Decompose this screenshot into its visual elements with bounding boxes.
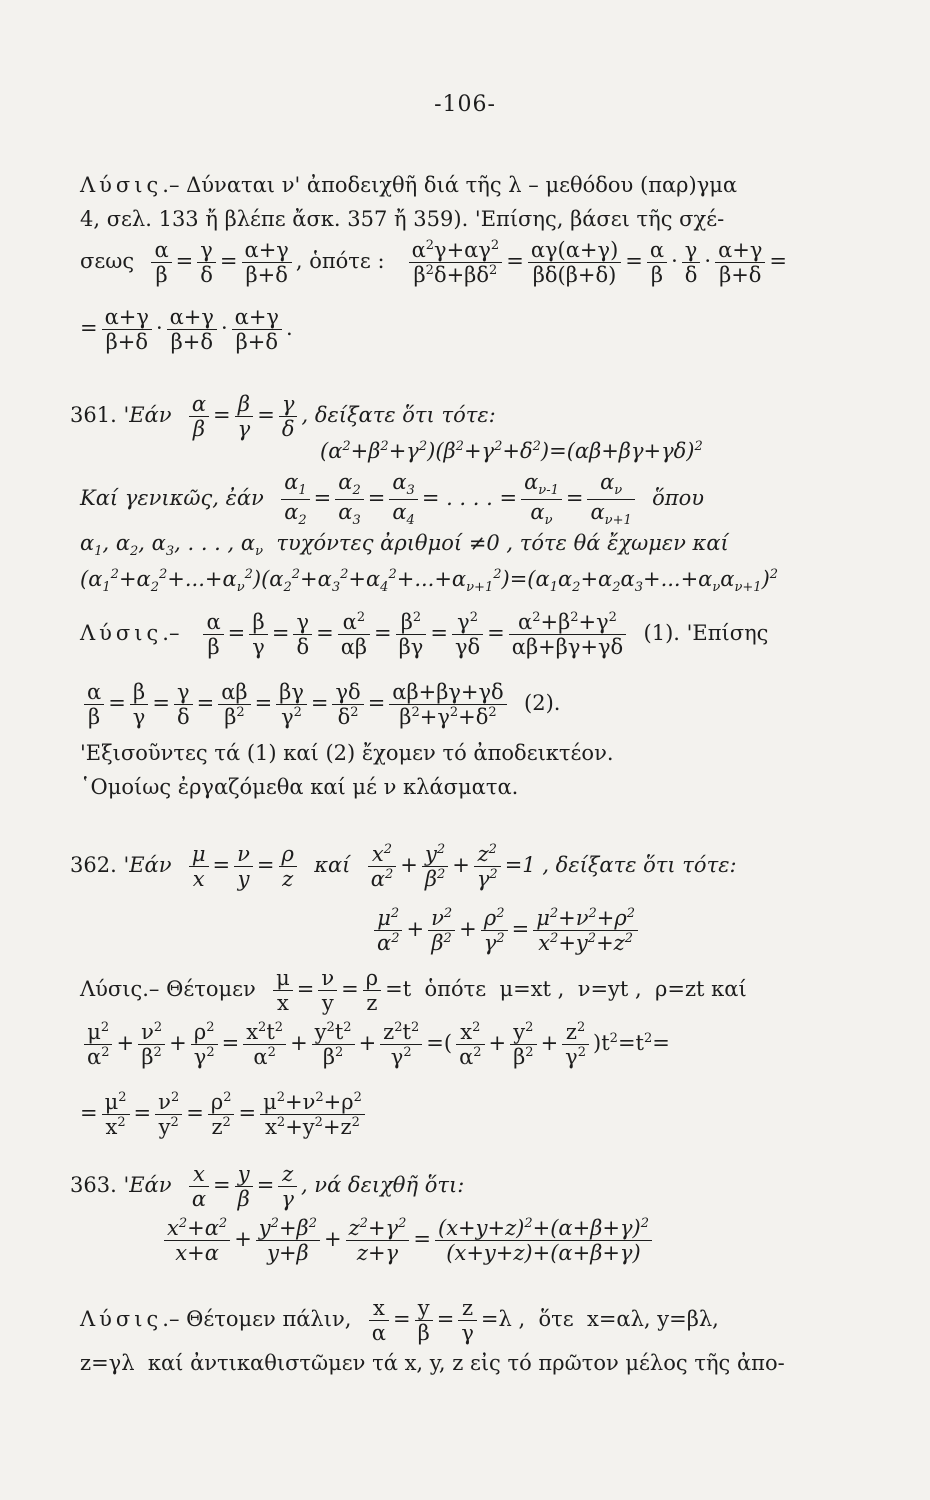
problem-361-general-identity: $(\alpha_1^2+\alpha_2^2+...+\alpha_\nu^2)(\alpha_2^2+\alpha_3^2+\alpha_4^2+...+\alpha_{\nu+1}^2)=(\alpha_1\alpha_2+\alpha_2\alpha_3+...+\alpha_\nu\alpha_{\nu+1})^2$ — [80, 567, 779, 596]
problem-363-identity: $\frac{x^2+\alpha^2}{x+\alpha}$ + $\frac{y^2+\beta^2}{y+\beta}$ + $\frac{z^2+\gamma^2}{z+\gamma}$ = $\frac{(x+y+z)^2+(\alpha+\beta+\gamma)^2}{(x+y+z)+(\alpha+\beta+\gamma)}$ — [160, 1216, 900, 1265]
solution-361-eq-1: Λύσις.– $\frac{\alpha}{\beta}$ = $\frac{\beta}{\gamma}$ = $\frac{\gamma}{\delta}$ = $\frac{\alpha^2}{\alpha\beta}$ = $\frac{\beta^2}{\beta\gamma}$ = $\frac{\gamma^2}{\gamma\delta}$ = $\frac{\alpha^2+\beta^2+\gamma^2}{\alpha\beta+\beta\gamma+\gamma\delta}$ (1). 'Επίσης — [80, 610, 769, 660]
problem-361-general: Καί γενικῶς, ἐάν $\frac{\alpha_1}{\alpha_2}$ = $\frac{\alpha_2}{\alpha_3}$ = $\frac{\alpha_3}{\alpha_4}$ = . . . . = $\frac{\alpha_{\nu-1}}{\alpha_\nu}$ = $\frac{\alpha_\nu}{\alpha_{\nu+1}}$ ὅπου — [80, 470, 704, 529]
problem-361-numbers: $\alpha_1$, $\alpha_2$, $\alpha_3$, . . . , $\alpha_\nu$ τυχόντες ἀριθμοί ≠0 , τότε θά ἔχωμεν καί — [80, 531, 729, 560]
solution-360-line-1: Λύσις.– Δύναται ν' ἀποδειχθῆ διά τῆς λ – μεθόδου (παρ)γμα — [80, 173, 738, 197]
solution-363-line-2: z=γλ καί ἀντικαθιστῶμεν τά x, y, z εἰς τό πρῶτον μέλος τῆς ἀπο- — [80, 1351, 785, 1375]
solution-362-line-1: Λύσις.– Θέτομεν $\frac{\mu}{x}$ = $\frac{\nu}{y}$ = $\frac{\rho}{z}$ =t ὁπότε μ=xt , ν=yt , ρ=zt καί — [80, 966, 747, 1016]
solution-361-conclusion: 'Εξισοῦντες τά (1) καί (2) ἔχομεν τό ἀποδεικτέον. — [80, 741, 614, 765]
solution-363-line-1: Λύσις.– Θέτομεν πάλιν, $\frac{x}{\alpha}$ = $\frac{y}{\beta}$ = $\frac{z}{\gamma}$ =λ , ὅτε x=αλ, y=βλ, — [80, 1296, 719, 1346]
problem-361-identity: $(\alpha^2+\beta^2+\gamma^2)(\beta^2+\gamma^2+\delta^2)=(\alpha\beta+\beta\gamma+\gamma\delta)^2$ — [320, 439, 703, 463]
problem-363-title: 363. 'Εάν $\frac{x}{\alpha}$ = $\frac{y}{\beta}$ = $\frac{z}{\gamma}$ , νά δειχθῆ ὅτι: — [70, 1162, 465, 1212]
problem-362-identity: $\frac{\mu^2}{\alpha^2}$ + $\frac{\nu^2}{\beta^2}$ + $\frac{\rho^2}{\gamma^2}$ = $\frac{\mu^2+\nu^2+\rho^2}{x^2+y^2+z^2}$ — [370, 906, 900, 955]
problem-361-title: 361. 'Εάν $\frac{\alpha}{\beta}$ = $\frac{\beta}{\gamma}$ = $\frac{\gamma}{\delta}$ , δείξατε ὅτι τότε: — [70, 392, 496, 442]
problem-362-title: 362. 'Εάν $\frac{\mu}{x}$ = $\frac{\nu}{y}$ = $\frac{\rho}{z}$ καί $\frac{x^2}{\alpha^2}$ + $\frac{y^2}{\beta^2}$ + $\frac{z^2}{\gamma^2}$ =1 , δείξατε ὅτι τότε: — [70, 842, 737, 892]
solution-362-eq-1: $\frac{\mu^2}{\alpha^2}$ + $\frac{\nu^2}{\beta^2}$ + $\frac{\rho^2}{\gamma^2}$ = $\frac{x^2t^2}{\alpha^2}$ + $\frac{y^2t^2}{\beta^2}$ + $\frac{z^2t^2}{\gamma^2}$ =( $\frac{x^2}{\alpha^2}$ + $\frac{y^2}{\beta^2}$ + $\frac{z^2}{\gamma^2}$ )$t^2=t^2=$ — [80, 1020, 900, 1069]
solution-361-eq-2: $\frac{\alpha}{\beta}$ = $\frac{\beta}{\gamma}$ = $\frac{\gamma}{\delta}$ = $\frac{\alpha\beta}{\beta^2}$ = $\frac{\beta\gamma}{\gamma^2}$ = $\frac{\gamma\delta}{\delta^2}$ = $\frac{\alpha\beta+\beta\gamma+\gamma\delta}{\beta^2+\gamma^2+\delta^2}$ (2). — [80, 680, 900, 729]
solution-360-eq-2: = $\frac{\alpha+\gamma}{\beta+\delta}$ · $\frac{\alpha+\gamma}{\beta+\delta}$ · $\frac{\alpha+\gamma}{\beta+\delta}$ . — [80, 305, 293, 355]
solution-361-note: ῾Ομοίως ἐργαζόμεθα καί μέ ν κλάσματα. — [80, 775, 519, 799]
solution-362-eq-2: = $\frac{\mu^2}{x^2}$ = $\frac{\nu^2}{y^2}$ = $\frac{\rho^2}{z^2}$ = $\frac{\mu^2+\nu^2+\rho^2}{x^2+y^2+z^2}$ — [80, 1090, 900, 1139]
page-number: -106- — [434, 92, 496, 117]
solution-360-line-2: 4, σελ. 133 ἤ βλέπε ἄσκ. 357 ἤ 359). 'Επίσης, βάσει τῆς σχέ- — [80, 207, 725, 231]
solution-360-eq-1: σεως $\frac{\alpha}{\beta}$ = $\frac{\gamma}{\delta}$ = $\frac{\alpha+\gamma}{\beta+\delta}$ , ὁπότε : $\frac{\alpha^2\gamma+\alpha\gamma^2}{\beta^2\delta+\beta\delta^2}$ = $\frac{\alpha\gamma(\alpha+\gamma)}{\beta\delta(\beta+\delta)}$ = $\frac{\alpha}{\beta}$ · $\frac{\gamma}{\delta}$ · $\frac{\alpha+\gamma}{\beta+\delta}$ = — [80, 238, 788, 288]
